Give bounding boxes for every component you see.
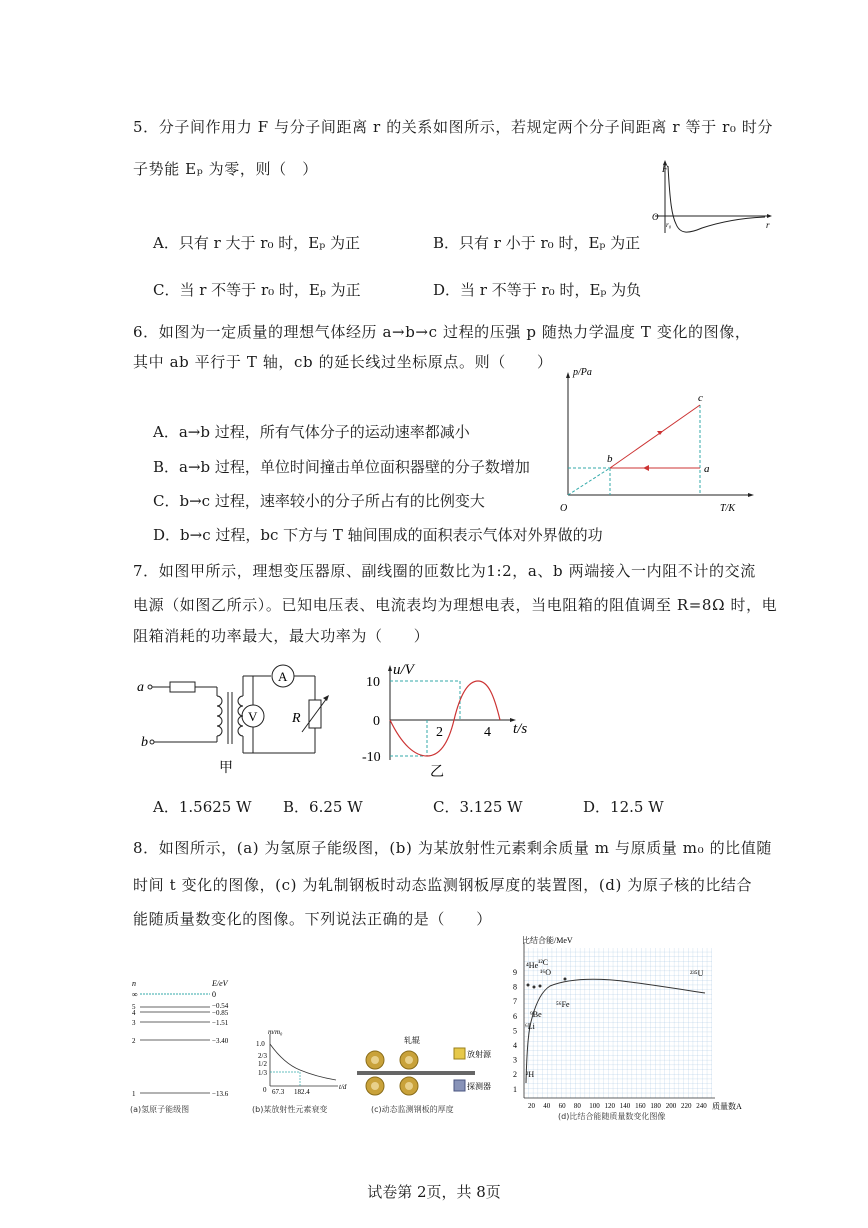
q7-wave-tick-10: 10 [366, 675, 380, 690]
fig-d-y-tick: 9 [513, 968, 517, 977]
q7-voltmeter-label: V [248, 709, 258, 724]
q6-point-b: b [607, 453, 613, 465]
fig-d-y-tick: 4 [513, 1041, 517, 1050]
q6-option-d: D．b→c 过程，bc 下方与 T 轴间围成的面积表示气体对外界做的功 [153, 526, 603, 544]
fig-d-nuclide-be: ⁹Be [530, 1010, 542, 1019]
q7-voltage-graph [360, 660, 540, 780]
fig-d-nuclide-li: ⁶Li [525, 1022, 535, 1031]
q6-x-label: T/K [720, 503, 736, 514]
fig-d-y-tick: 3 [513, 1055, 517, 1065]
q7-circuit-diagram [135, 660, 350, 775]
q5-option-a: A．只有 r 大于 r₀ 时，Eₚ 为正 [153, 234, 360, 252]
q8-fig-c-rolling-mill [357, 1030, 502, 1120]
q7-option-d: D．12.5 W [583, 798, 664, 816]
q5-y-label: F [662, 164, 668, 174]
q7-ammeter-label: A [278, 669, 288, 684]
fig-a-level-n-4: 4 [132, 1009, 136, 1017]
q5-origin-label: O [652, 212, 659, 222]
q5-stem-line1: 5．分子间作用力 F 与分子间距离 r 的关系如图所示，若规定两个分子间距离 r 等于 r₀ 时分 [133, 118, 774, 136]
q7-option-b: B．6.25 W [283, 798, 363, 816]
fig-d-x-ticks [528, 1102, 707, 1110]
q7-wave-tick-0: 0 [373, 714, 380, 729]
fig-d-nuclide-he: ⁴He [526, 961, 539, 970]
q7-circuit-caption: 甲 [219, 761, 233, 775]
q8-stem-line2: 时间 t 变化的图像，(c) 为轧制钢板时动态监测钢板厚度的装置图，(d) 为原子核的比结合 [133, 876, 753, 894]
q7-wave-tick-4: 4 [484, 725, 491, 740]
fig-c-source-label: 放射源 [467, 1050, 491, 1059]
fig-a-level-n-5: 5 [132, 1003, 136, 1011]
fig-d-nuclide-o: ¹⁶O [540, 968, 551, 977]
q5-x-label: r [766, 220, 770, 230]
q6-origin-label: O [560, 503, 568, 514]
fig-d-caption: (d)比结合能随质量数变化图像 [558, 1112, 666, 1121]
fig-b-tick-2-3: 2/3 [258, 1052, 267, 1060]
q7-wave-tick-neg10: -10 [362, 750, 381, 765]
fig-d-y-tick: 2 [513, 1070, 517, 1080]
q7-stem-line1: 7．如图甲所示，理想变压器原、副线圈的匝数比为1:2，a、b 两端接入一内阻不计的交流 [133, 562, 756, 580]
fig-a-n-label: n [132, 979, 136, 988]
fig-d-x-tick: 220 [681, 1102, 692, 1110]
fig-b-x-label: t/d [339, 1083, 347, 1091]
q7-stem-line2: 电源（如图乙所示）。已知电压表、电流表均为理想电表，当电阻箱的阻值调至 R=8Ω 时，电 [133, 596, 778, 614]
fig-d-x-tick: 60 [558, 1102, 566, 1110]
fig-d-nuclide-c: ¹²C [538, 958, 549, 967]
q6-option-b: B．a→b 过程，单位时间撞击单位面积器壁的分子数增加 [153, 458, 530, 476]
q7-option-c: C．3.125 W [433, 798, 523, 816]
fig-a-e-label: E/eV [212, 979, 228, 988]
q6-option-a: A．a→b 过程，所有气体分子的运动速率都减小 [153, 423, 470, 441]
q7-terminal-b: b [141, 735, 148, 750]
q6-option-c: C．b→c 过程，速率较小的分子所占有的比例变大 [153, 492, 485, 510]
fig-a-level-e-3: −1.51 [212, 1019, 229, 1027]
q6-stem-line2: 其中 ab 平行于 T 轴，cb 的延长线过坐标原点。则（ ） [133, 353, 553, 371]
fig-a-level-n-3: 3 [132, 1019, 136, 1027]
fig-d-y-tick: 5 [513, 1026, 517, 1036]
fig-d-x-tick: 180 [650, 1102, 661, 1110]
q7-wave-y-label: u/V [393, 662, 414, 678]
fig-d-nuclide-u: ²³⁵U [690, 969, 704, 978]
fig-b-tick-1-3: 1/3 [258, 1069, 267, 1077]
q8-stem-line1: 8．如图所示，(a) 为氢原子能级图，(b) 为某放射性元素剩余质量 m 与原质量 m₀ 的比值随 [133, 839, 772, 857]
fig-a-level-e-5: −0.54 [212, 1002, 229, 1010]
fig-a-level-e-2: −3.40 [212, 1037, 229, 1045]
fig-b-tick-1-2: 1/2 [258, 1060, 267, 1068]
fig-d-y-tick: 8 [513, 982, 517, 992]
fig-a-level-n-2: 2 [132, 1037, 136, 1045]
fig-a-level-n-1: 1 [132, 1090, 136, 1098]
q7-wave-caption: 乙 [430, 765, 444, 780]
q8-fig-a-energy-levels [128, 978, 253, 1118]
q7-wave-x-label: t/s [513, 721, 528, 737]
q5-option-b: B．只有 r 小于 r₀ 时，Eₚ 为正 [433, 234, 641, 252]
fig-a-level-e-1: −13.6 [212, 1090, 229, 1098]
q6-point-c: c [698, 392, 703, 404]
fig-c-roller-label: 轧辊 [404, 1036, 420, 1045]
fig-a-caption: (a)氢原子能级图 [130, 1105, 190, 1114]
fig-a-level-n-inf: ∞ [132, 990, 138, 999]
fig-d-x-tick: 200 [665, 1102, 677, 1110]
q5-stem-line2: 子势能 Eₚ 为零，则（ ） [133, 160, 318, 178]
q8-fig-d-binding-energy [500, 933, 750, 1123]
q7-terminal-a: a [137, 680, 144, 695]
fig-d-y-ticks [513, 968, 517, 1094]
fig-b-y-label: m/m₀ [268, 1030, 283, 1036]
q7-option-a: A．1.5625 W [153, 798, 252, 816]
q7-stem-line3: 阻箱消耗的功率最大，最大功率为（ ） [133, 627, 430, 645]
fig-b-tick-67: 67.3 [272, 1088, 285, 1096]
fig-d-x-label: 质量数A [712, 1102, 742, 1111]
fig-a-level-e-4: −0.85 [212, 1009, 229, 1017]
q6-stem-line1: 6．如图为一定质量的理想气体经历 a→b→c 过程的压强 p 随热力学温度 T 变化的图像， [133, 323, 751, 341]
fig-b-tick-0: 0 [263, 1086, 267, 1094]
fig-d-nuclide-h: ²H [526, 1070, 535, 1079]
q6-point-a: a [704, 463, 710, 475]
fig-d-x-tick: 80 [573, 1102, 581, 1110]
fig-d-x-tick: 20 [528, 1102, 535, 1110]
fig-d-x-tick: 240 [696, 1102, 707, 1110]
fig-d-x-tick: 100 [589, 1102, 600, 1110]
q5-r0-label: r₀ [666, 221, 672, 229]
q6-y-label: p/Pa [573, 367, 592, 378]
fig-d-y-tick: 6 [513, 1011, 517, 1021]
fig-d-x-tick: 120 [604, 1102, 615, 1110]
q8-stem-line3: 能随质量数变化的图像。下列说法正确的是（ ） [133, 910, 492, 928]
q5-option-d: D．当 r 不等于 r₀ 时，Eₚ 为负 [433, 281, 642, 299]
q5-force-graph [640, 158, 775, 238]
q7-wave-tick-2: 2 [436, 725, 443, 740]
page-footer: 试卷第 2页，共 8页 [367, 1183, 501, 1201]
fig-d-y-tick: 7 [513, 997, 517, 1007]
fig-d-x-tick: 40 [543, 1102, 551, 1110]
fig-d-x-tick: 140 [619, 1102, 631, 1110]
fig-d-y-label: 比结合能/MeV [522, 936, 573, 945]
fig-d-x-tick: 160 [635, 1102, 646, 1110]
fig-d-nuclide-fe: ⁵⁶Fe [556, 1000, 570, 1009]
fig-d-y-tick: 1 [513, 1084, 517, 1094]
fig-c-caption: (c)动态监测钢板的厚度 [371, 1105, 454, 1114]
q7-resistor-label: R [292, 711, 301, 726]
q8-fig-b-decay [250, 1030, 355, 1120]
fig-a-level-e-0: 0 [212, 990, 216, 999]
q6-pt-graph [555, 365, 755, 515]
fig-b-caption: (b)某放射性元素衰变 [252, 1105, 328, 1114]
fig-b-tick-1: 1.0 [256, 1040, 265, 1048]
q5-option-c: C．当 r 不等于 r₀ 时，Eₚ 为正 [153, 281, 361, 299]
fig-c-detector-label: 探测器 [467, 1082, 491, 1091]
fig-b-tick-182: 182.4 [294, 1088, 310, 1096]
